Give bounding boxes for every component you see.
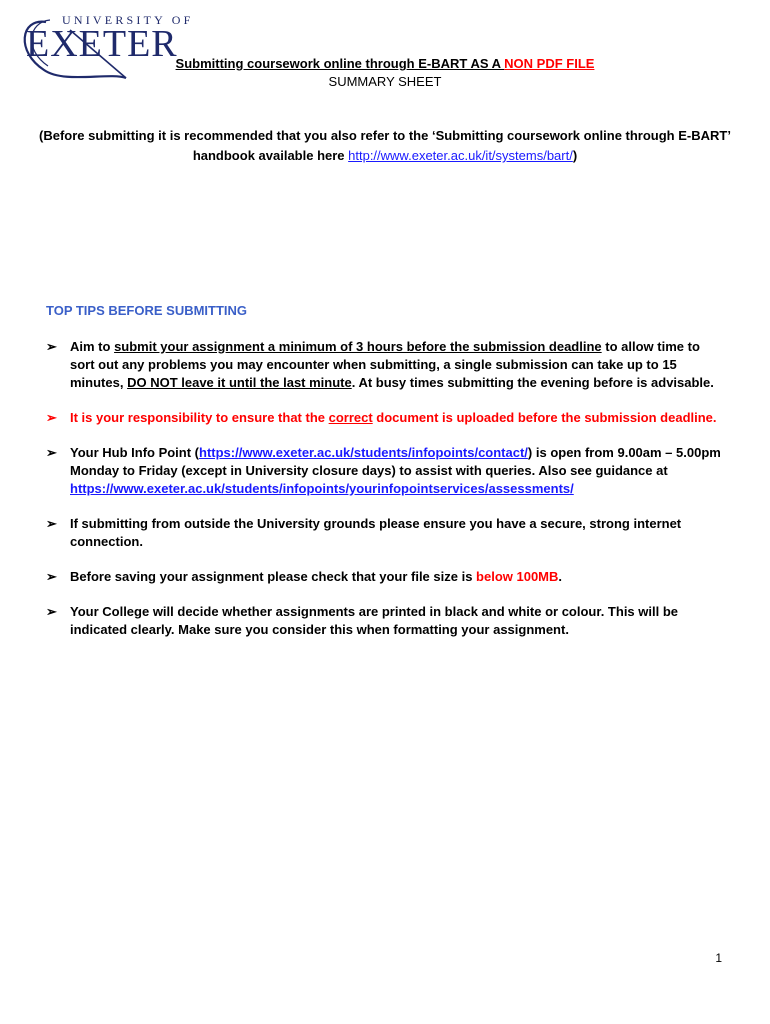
- intro-note: [30, 126, 740, 166]
- tip-emphasis: submit your assignment a minimum of 3 hours before the submission deadline: [114, 339, 602, 354]
- document-title: [0, 56, 770, 71]
- tip-hub-info-point: [46, 444, 726, 498]
- title-text: Submitting coursework online through E-BART AS A: [175, 56, 505, 71]
- tip-text: It is your responsibility to ensure that the: [70, 410, 329, 425]
- tip-text: Aim to: [70, 339, 115, 354]
- tip-emphasis: DO NOT leave it until the last minute: [127, 375, 352, 390]
- infopoint-assessments-link[interactable]: https://www.exeter.ac.uk/students/infopoints/yourinfopointservices/assessments/: [70, 481, 574, 496]
- page-number: 1: [715, 951, 722, 965]
- tip-emphasis: correct: [328, 410, 373, 425]
- arrow-bullet-icon: ➢: [46, 410, 57, 425]
- tip-text: Your College will decide whether assignments are printed in black and white or colour. This will be indicated clearly. Make sure you consider this when formatting your assignment.: [70, 604, 678, 637]
- tips-list: [46, 338, 726, 656]
- tip-text: Before saving your assignment please check that your file size is: [70, 569, 477, 584]
- tip-print-colour: [46, 603, 726, 639]
- arrow-bullet-icon: ➢: [46, 445, 57, 460]
- title-highlight: NON PDF FILE: [504, 56, 595, 71]
- intro-close: ): [572, 148, 578, 163]
- tip-text: If submitting from outside the University grounds please ensure you have a secure, strong internet connection.: [70, 516, 682, 549]
- tip-internet-connection: [46, 515, 726, 551]
- tip-text: . At busy times submitting the evening before is advisable.: [351, 375, 714, 390]
- tip-responsibility: [46, 409, 726, 427]
- arrow-bullet-icon: ➢: [46, 569, 57, 584]
- intro-text: (Before submitting it is recommended that you also refer to the ‘Submitting coursework online through E-BART’ handbook available here: [39, 128, 731, 163]
- bart-handbook-link[interactable]: http://www.exeter.ac.uk/it/systems/bart/: [348, 148, 573, 163]
- tip-emphasis: below 100MB: [476, 569, 559, 584]
- tip-submit-early: [46, 338, 726, 392]
- infopoint-contact-link[interactable]: https://www.exeter.ac.uk/students/infopoints/contact/: [199, 445, 528, 460]
- tip-file-size: [46, 568, 726, 586]
- tip-text: Your Hub Info Point (: [70, 445, 200, 460]
- arrow-bullet-icon: ➢: [46, 604, 57, 619]
- tips-heading: TOP TIPS BEFORE SUBMITTING: [46, 303, 248, 318]
- document-subtitle: SUMMARY SHEET: [328, 74, 442, 89]
- arrow-bullet-icon: ➢: [46, 339, 57, 354]
- tip-text: to allow time to sort out any problems you may encounter when submitting, a single submission can take up to 15 minutes,: [70, 339, 700, 390]
- arrow-bullet-icon: ➢: [46, 516, 57, 531]
- tip-text: .: [558, 569, 563, 584]
- tip-text: ) is open from 9.00am – 5.00pm Monday to Friday (except in University closure days) to assist with queries. Also see guidance at: [70, 445, 721, 478]
- logo-main-text: EXETER: [26, 23, 178, 65]
- tip-text: document is uploaded before the submission deadline.: [372, 410, 717, 425]
- logo-top-text: UNIVERSITY OF: [62, 13, 194, 27]
